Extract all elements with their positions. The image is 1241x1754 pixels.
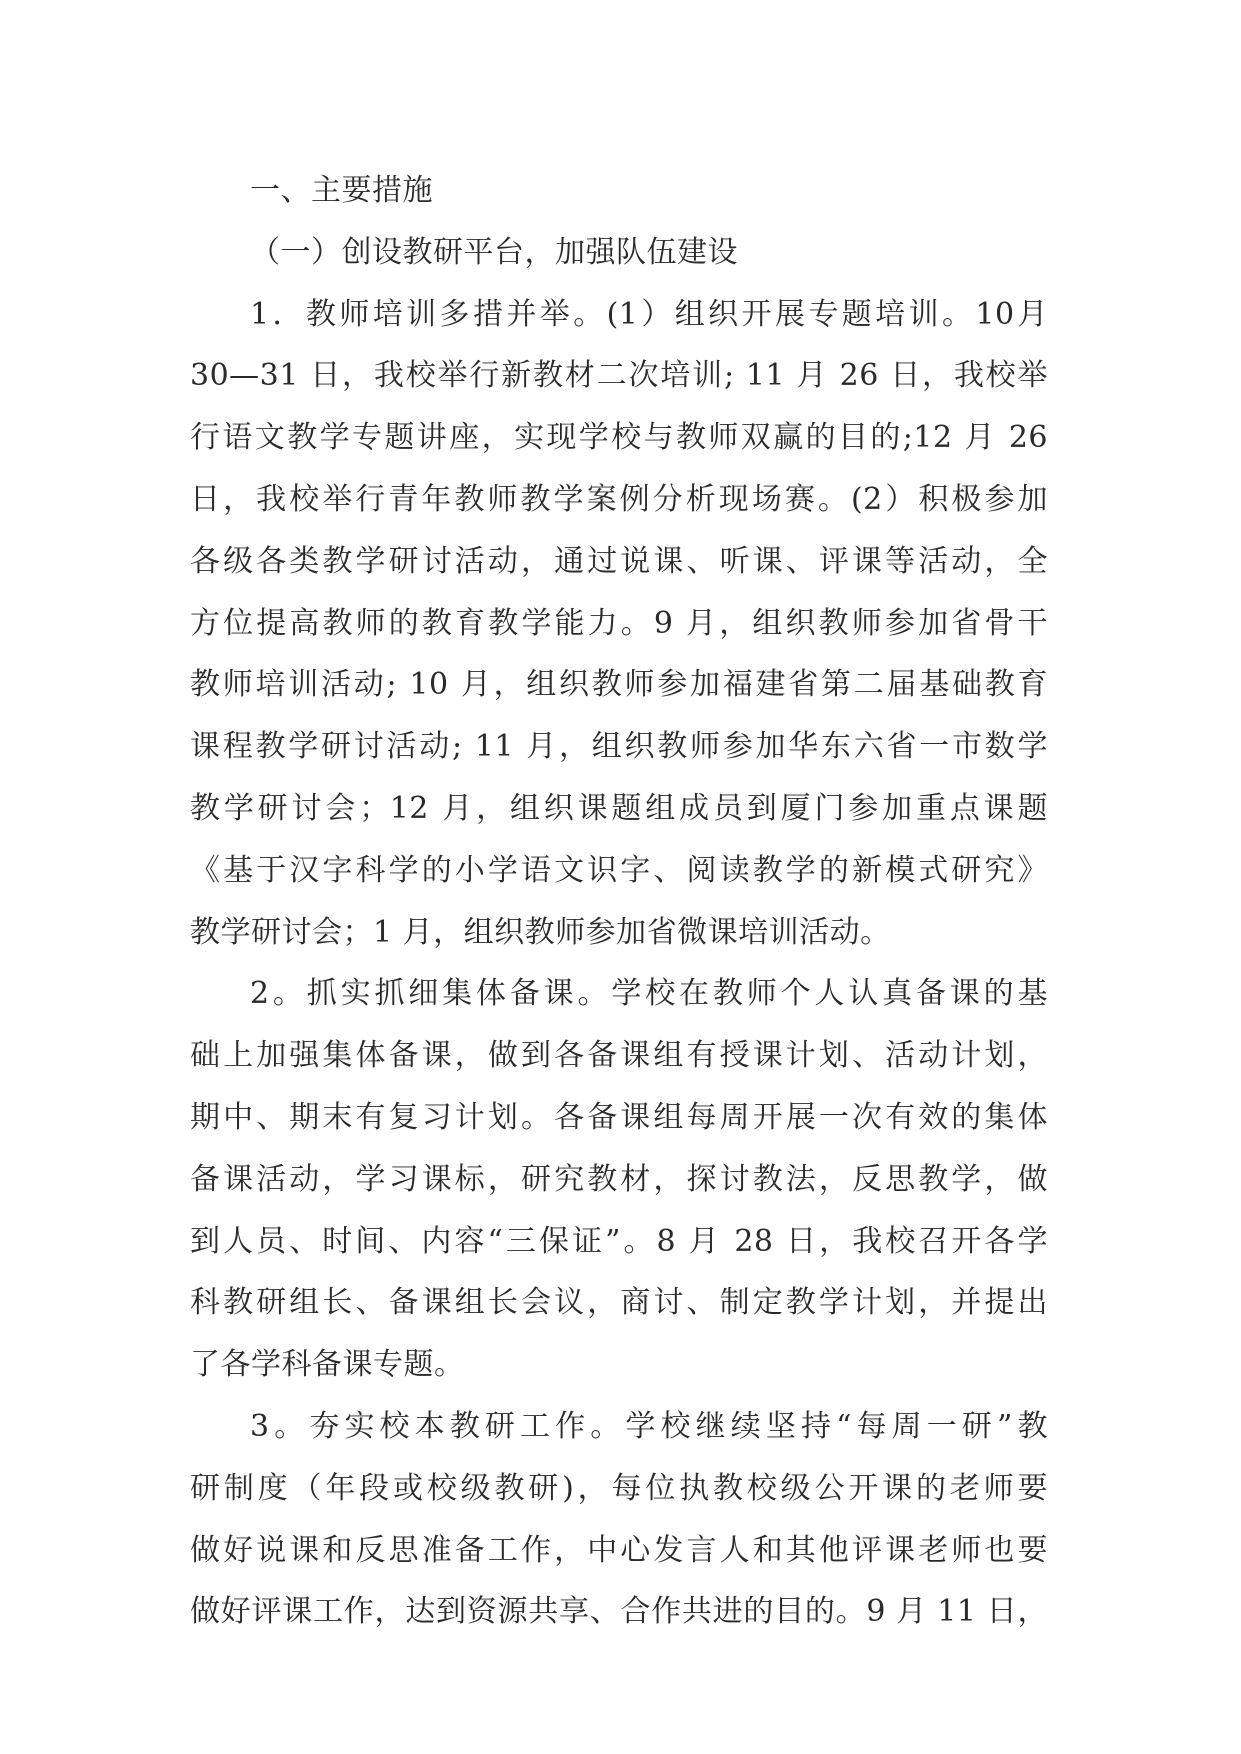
paragraph-3 (190, 1396, 1048, 1643)
paragraph-line: 期中、期末有复习计划。各备课组每周开展一次有效的集体 (190, 1099, 1048, 1135)
paragraph-line: 《基于汉字科学的小学语文识字、阅读教学的新模式研究》 (190, 852, 1048, 888)
paragraph-line: 各级各类教学研讨活动，通过说课、听课、评课等活动，全 (190, 543, 1048, 579)
paragraph-line: 科教研组长、备课组长会议，商讨、制定教学计划，并提出 (190, 1285, 1048, 1321)
paragraph-line: 方位提高教师的教育教学能力。9 月，组织教师参加省骨干 (190, 605, 1048, 641)
paragraph-line: 做好评课工作，达到资源共享、合作共进的目的。9 月 11 日， (190, 1594, 1048, 1630)
paragraph-line: 2。抓实抓细集体备课。学校在教师个人认真备课的基 (250, 976, 1048, 1012)
paragraph-line: 日，我校举行青年教师教学案例分析现场赛。(2）积极参加 (190, 481, 1048, 517)
paragraph-line: 研制度（年段或校级教研)，每位执教校级公开课的老师要 (190, 1470, 1048, 1506)
subsection-heading: （一）创设教研平台，加强队伍建设 (250, 234, 738, 270)
paragraph-line: 到人员、时间、内容“三保证”。8 月 28 日，我校召开各学 (190, 1223, 1048, 1259)
paragraph-line: 3。夯实校本教研工作。学校继续坚持“每周一研”教 (250, 1408, 1048, 1444)
paragraph-line: 行语文教学专题讲座，实现学校与教师双赢的目的;12 月 26 (190, 420, 1048, 456)
paragraph-line: 做好说课和反思准备工作，中心发言人和其他评课老师也要 (190, 1532, 1048, 1568)
paragraph-line: 教学研讨会；1 月，组织教师参加省微课培训活动。 (190, 914, 891, 950)
paragraph-line: 教师培训活动; 10 月，组织教师参加福建省第二届基础教育 (190, 667, 1048, 703)
paragraph-line: 础上加强集体备课，做到各备课组有授课计划、活动计划， (190, 1038, 1048, 1074)
paragraph-line: 课程教学研讨活动; 11 月，组织教师参加华东六省一市数学 (190, 729, 1048, 765)
section-heading: 一、主要措施 (250, 173, 433, 208)
paragraph-line: 1．教师培训多措并举。(1）组织开展专题培训。10月 (250, 296, 1048, 332)
paragraph-line: 30—31 日，我校举行新教材二次培训; 11 月 26 日，我校举 (190, 358, 1048, 394)
paragraph-2 (190, 963, 1048, 1396)
paragraph-line: 了各学科备课专题。 (190, 1347, 465, 1383)
paragraph-line: 备课活动，学习课标，研究教材，探讨教法，反思教学，做 (190, 1161, 1048, 1197)
document-body (190, 160, 1048, 1643)
paragraph-1 (190, 284, 1048, 964)
paragraph-line: 教学研讨会；12 月，组织课题组成员到厦门参加重点课题 (190, 790, 1048, 826)
